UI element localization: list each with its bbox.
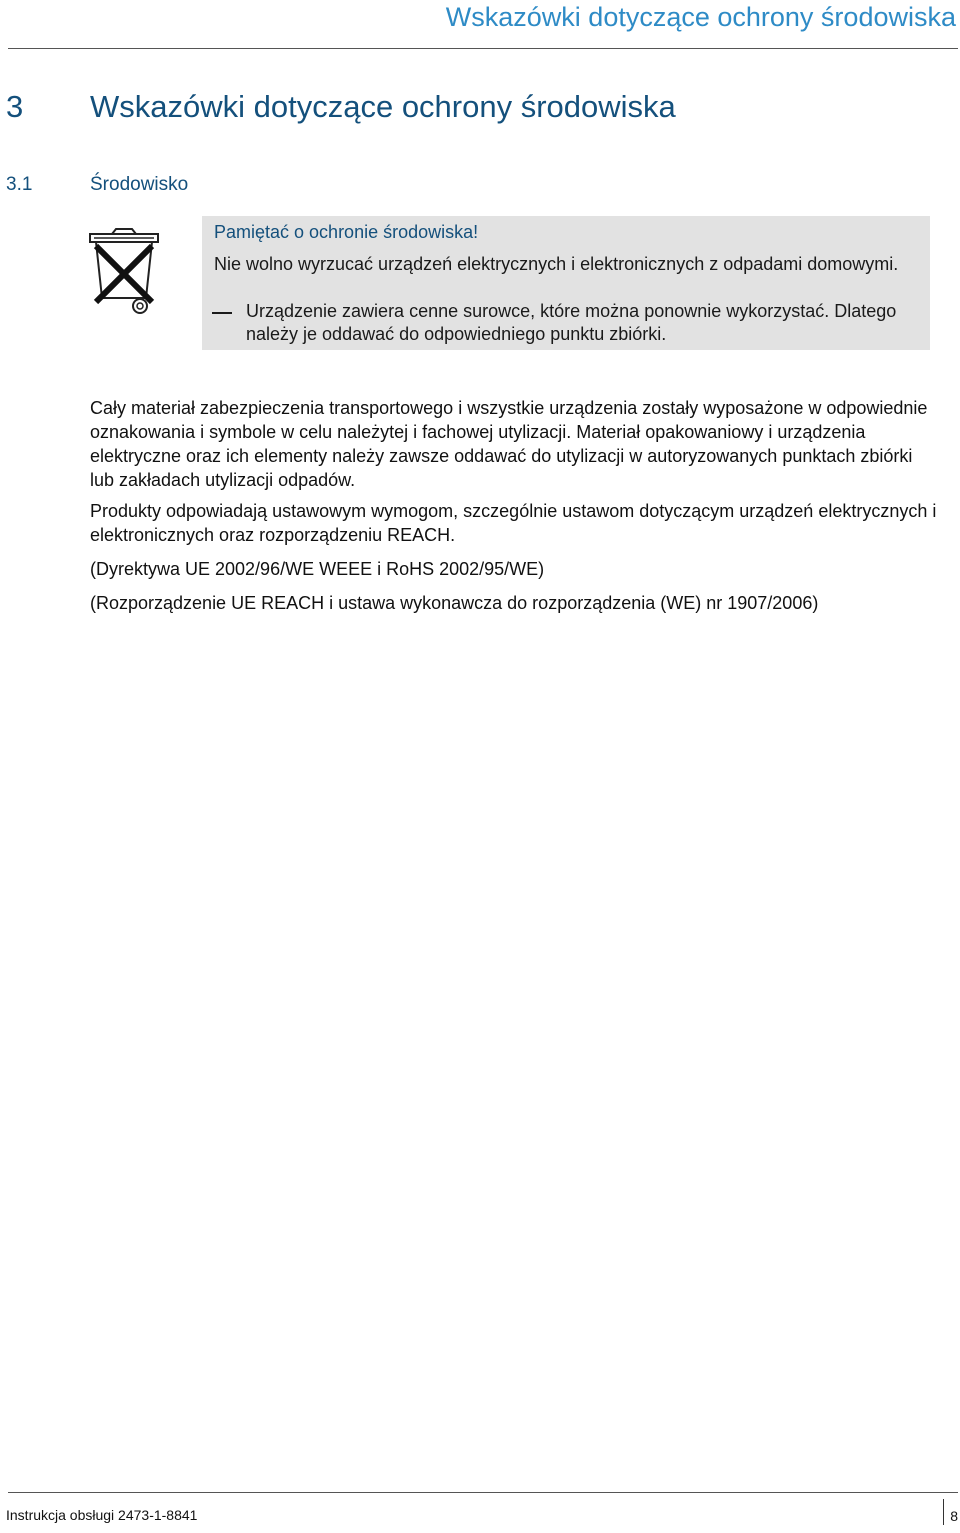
header-divider xyxy=(8,48,958,49)
notice-title: Pamiętać o ochronie środowiska! xyxy=(214,222,479,242)
footer-page-number: 8 xyxy=(943,1499,958,1525)
footer-divider xyxy=(8,1492,958,1493)
paragraph-compliance: Produkty odpowiadają ustawowym wymogom, szczególnie ustawom dotyczącym urządzeń elektrycznych i elektronicznych oraz rozporządzeniu REACH. xyxy=(90,501,937,545)
environment-notice-box xyxy=(202,216,930,350)
section-title: Wskazówki dotyczące ochrony środowiska xyxy=(90,89,676,124)
footer-document-id: Instrukcja obsługi 2473-1-8841 xyxy=(6,1507,198,1523)
section-number: 3 xyxy=(6,89,24,124)
paragraph-regulation: (Rozporządzenie UE REACH i ustawa wykonawcza do rozporządzenia (WE) nr 1907/2006) xyxy=(90,593,819,613)
notice-text: Nie wolno wyrzucać urządzeń elektrycznych i elektronicznych z odpadami domowymi. xyxy=(214,254,899,274)
subsection-number: 3.1 xyxy=(6,174,33,195)
crossed-out-wheelie-bin-icon xyxy=(84,226,164,320)
running-header-title: Wskazówki dotyczące ochrony środowiska xyxy=(445,2,956,32)
notice-bullet: Urządzenie zawiera cenne surowce, które można ponownie wykorzystać. Dlatego należy je oddawać do odpowiedniego punktu zbiórki. xyxy=(246,301,897,344)
bullet-dash xyxy=(212,312,232,314)
paragraph-disposal: Cały materiał zabezpieczenia transportowego i wszystkie urządzenia zostały wyposażone w odpowiednie oznakowania i symbole w celu należytej i fachowej utylizacji. Materiał opakowaniowy i urządzenia elektryczne oraz ich elementy należy zawsze oddawać do utylizacji w autoryzowanych punktach zbiórki lub zakładach utylizacji odpadów. xyxy=(90,398,928,490)
paragraph-directive: (Dyrektywa UE 2002/96/WE WEEE i RoHS 2002/95/WE) xyxy=(90,559,545,579)
subsection-title: Środowisko xyxy=(90,174,189,195)
